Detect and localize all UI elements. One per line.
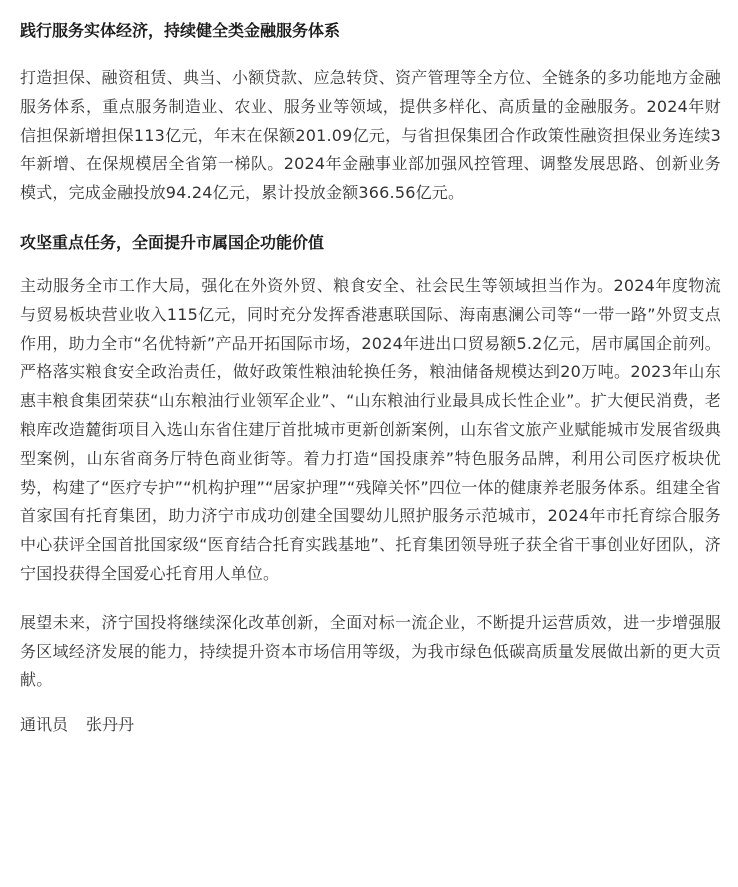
paragraph-key-tasks: 主动服务全市工作大局，强化在外资外贸、粮食安全、社会民生等领域担当作为。2024年度物流与贸易板块营业收入115亿元，同时充分发挥香港惠联国际、海南惠澜公司等“一带一路”外贸支点作用，助力全市“名优特新”产品开拓国际市场，2024年进出口贸易额5.2亿元，居市属国企前列。严格落实粮食安全政治责任，做好政策性粮油轮换任务，粮油储备规模达到20万吨。2023年山东惠丰粮食集团荣获“山东粮油行业领军企业”、“山东粮油行业最具成长性企业”。扩大便民消费，老粮库改造麓街项目入选山东省住建厅首批城市更新创新案例，山东省文旅产业赋能城市发展省级典型案例，山东省商务厅特色商业街等。着力打造“国投康养”特色服务品牌，利用公司医疗板块优势，构建了“医疗专护”“机构护理”“居家护理”“残障关怀”四位一体的健康养老服务体系。组建全省首家国有托育集团，助力济宁市成功创建全国婴幼儿照护服务示范城市，2024年市托育综合服务中心获评全国首批国家级“医育结合托育实践基地”、托育集团领导班子获全省干事创业好团队，济宁国投获得全国爱心托育用人单位。: [20, 275, 721, 583]
paragraph-outlook: 展望未来，济宁国投将继续深化改革创新，全面对标一流企业，不断提升运营质效，进一步增强服务区域经济发展的能力，持续提升资本市场信用等级，为我市绿色低碳高质量发展做出新的更大贡献。: [20, 612, 721, 690]
byline-role: 通讯员: [20, 715, 69, 735]
section-heading-key-tasks: 攻坚重点任务，全面提升市属国企功能价值: [20, 232, 325, 252]
byline-name: 张丹丹: [86, 715, 135, 735]
byline: [20, 713, 721, 737]
section-heading-financial-services: 践行服务实体经济，持续健全类金融服务体系: [20, 21, 341, 40]
paragraph-financial-services: 打造担保、融资租赁、典当、小额贷款、应急转贷、资产管理等全方位、全链条的多功能地方金融服务体系，重点服务制造业、农业、服务业等领域，提供多样化、高质量的金融服务。2024年财信担保新增担保113亿元，年末在保额201.09亿元，与省担保集团合作政策性融资担保业务连续3年新增、在保规模居全省第一梯队。2024年金融事业部加强风控管理、调整发展思路、创新业务模式，完成金融投放94.24亿元，累计投放金额366.56亿元。: [20, 68, 721, 203]
